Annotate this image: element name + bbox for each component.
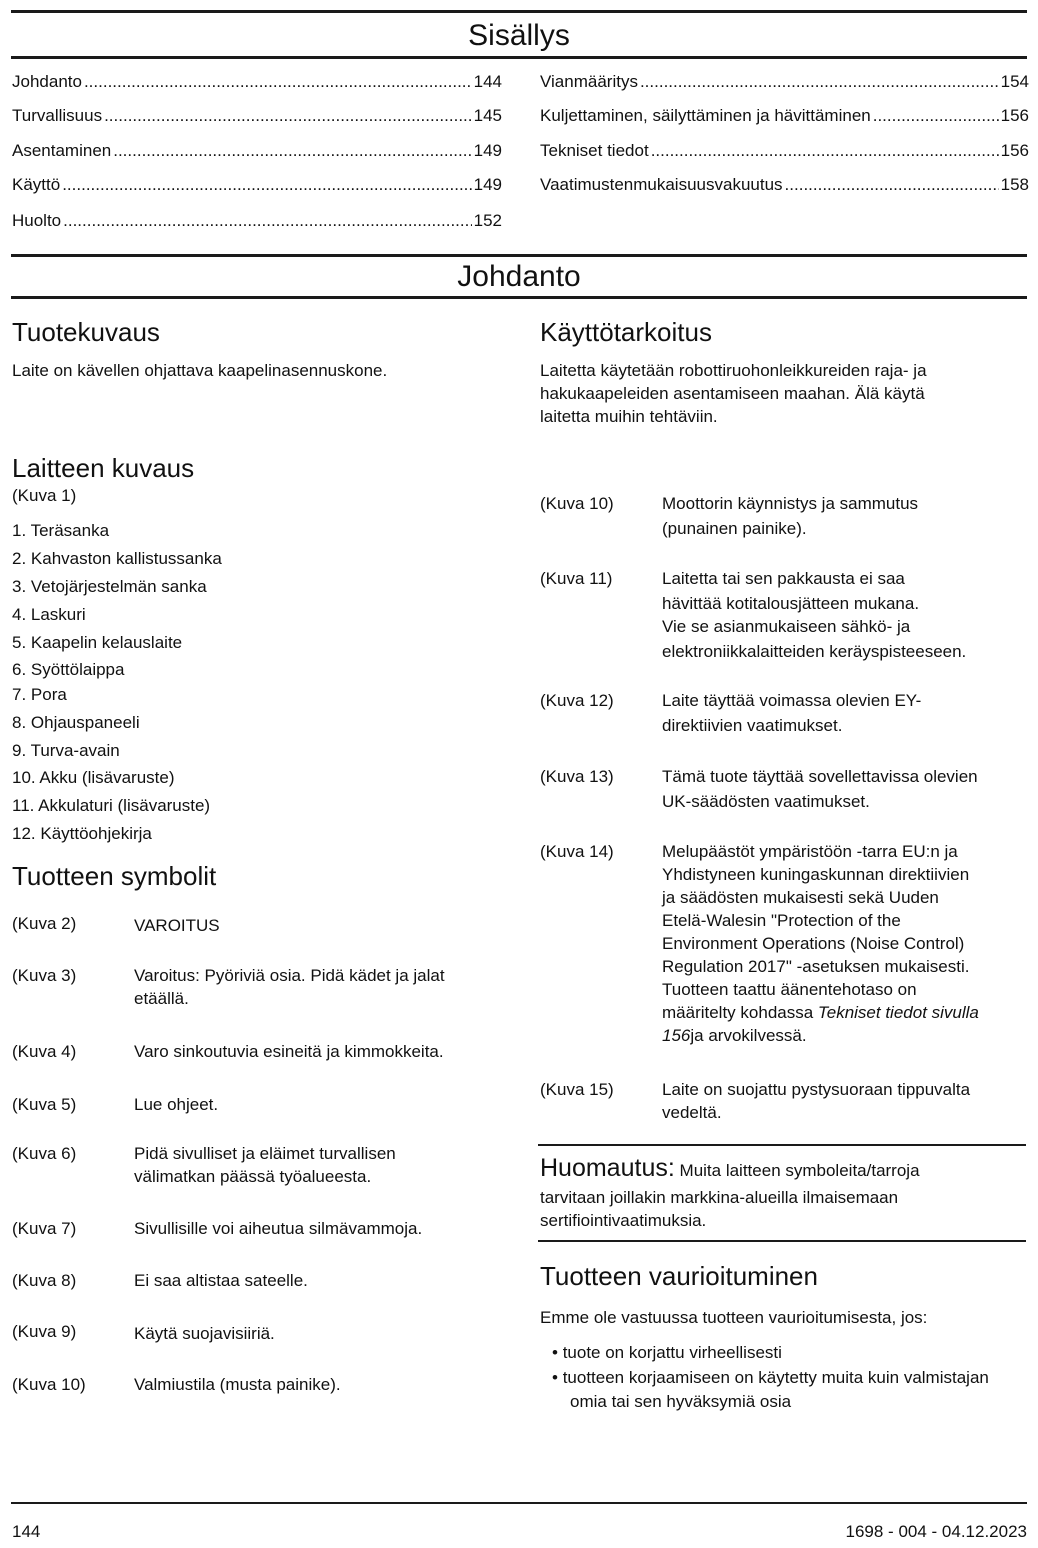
device-part-item: 8. Ohjauspaneeli xyxy=(12,713,140,732)
symbol-figure-ref: (Kuva 11) xyxy=(540,569,613,588)
footer-document-id: 1698 - 004 - 04.12.2023 xyxy=(845,1522,1027,1541)
device-part-item: 12. Käyttöohjekirja xyxy=(12,824,152,843)
footer-rule xyxy=(11,1502,1027,1504)
symbol-figure-ref: (Kuva 8) xyxy=(12,1271,77,1290)
toc-entry-page: 156 xyxy=(1000,141,1029,160)
symbol-figure-ref: (Kuva 14) xyxy=(540,842,614,861)
damage-bullet-item: • tuote on korjattu virheellisesti xyxy=(552,1343,782,1362)
toc-entry-page: 154 xyxy=(1000,72,1029,91)
device-part-item: 5. Kaapelin kelauslaite xyxy=(12,633,183,652)
symbol-figure-ref: (Kuva 4) xyxy=(12,1042,77,1061)
toc-bottom-rule xyxy=(11,56,1027,59)
symbol-description: Varoitus: Pyöriviä osia. Pidä kädet ja jalat etäällä. xyxy=(134,966,445,1008)
device-part-item: 9. Turva-avain xyxy=(12,741,120,760)
note-top-rule xyxy=(538,1144,1026,1146)
toc-entry-label: Asentaminen xyxy=(12,141,112,160)
symbol-description: Tämä tuote täyttää sovellettavissa olevien UK-säädösten vaatimukset. xyxy=(662,767,978,811)
cross-reference-link[interactable]: Tekniset tiedot sivulla xyxy=(817,1003,979,1022)
toc-entry-page: 144 xyxy=(473,72,502,91)
product-description-text: Laite on kävellen ohjattava kaapelinasennuskone. xyxy=(12,361,388,380)
section-title: Johdanto xyxy=(457,260,581,293)
device-part-item: 7. Pora xyxy=(12,685,67,704)
device-part-item: 1. Teräsanka xyxy=(12,521,110,540)
toc-entry-page: 145 xyxy=(473,106,502,125)
device-description-heading: Laitteen kuvaus xyxy=(12,453,195,483)
toc-entry[interactable] xyxy=(12,140,502,162)
product-damage-heading: Tuotteen vaurioituminen xyxy=(540,1261,818,1291)
product-damage-text: Emme ole vastuussa tuotteen vaurioitumisesta, jos: xyxy=(540,1308,928,1327)
symbol-figure-ref: (Kuva 10) xyxy=(12,1375,86,1394)
symbol-figure-ref: (Kuva 12) xyxy=(540,691,614,710)
cross-reference-page[interactable]: 156 xyxy=(662,1026,691,1045)
toc-entry-label: Turvallisuus xyxy=(12,106,103,125)
symbol-description: Lue ohjeet. xyxy=(134,1095,219,1114)
symbol-figure-ref: (Kuva 13) xyxy=(540,767,614,786)
device-part-item: 10. Akku (lisävaruste) xyxy=(12,768,175,787)
product-symbols-heading: Tuotteen symbolit xyxy=(12,861,217,891)
toc-entry-label: Käyttö xyxy=(12,175,61,194)
toc-entry[interactable] xyxy=(12,105,502,127)
toc-entry-page: 156 xyxy=(1000,106,1029,125)
symbol-description: Varo sinkoutuvia esineitä ja kimmokkeita. xyxy=(134,1042,444,1061)
section-bottom-rule xyxy=(11,296,1027,299)
symbol-figure-ref: (Kuva 5) xyxy=(12,1095,77,1114)
toc-entry[interactable] xyxy=(540,71,1029,93)
product-description-heading: Tuotekuvaus xyxy=(12,317,160,347)
symbol-figure-ref: (Kuva 9) xyxy=(12,1322,77,1341)
toc-entry[interactable] xyxy=(12,174,502,196)
symbol-description: Pidä sivulliset ja eläimet turvallisen välimatkan päässä työalueesta. xyxy=(134,1144,396,1186)
symbol-description: Ei saa altistaa sateelle. xyxy=(134,1271,308,1290)
symbol-description: Laite on suojattu pystysuoraan tippuvalta vedeltä. xyxy=(662,1080,971,1122)
toc-entry-page: 149 xyxy=(473,141,502,160)
toc-entry[interactable] xyxy=(540,140,1029,162)
toc-entry[interactable] xyxy=(12,210,502,232)
toc-entry-page: 149 xyxy=(473,175,502,194)
note-bottom-rule xyxy=(538,1240,1026,1242)
device-figure-ref: (Kuva 1) xyxy=(12,486,77,505)
section-top-rule xyxy=(11,254,1027,257)
symbol-figure-ref: (Kuva 2) xyxy=(12,914,77,933)
device-part-item: 3. Vetojärjestelmän sanka xyxy=(12,577,207,596)
toc-entry[interactable] xyxy=(540,105,1029,127)
damage-bullet-item: • tuotteen korjaamiseen on käytetty muita kuin valmistajan omia tai sen hyväksymiä osia xyxy=(552,1368,989,1411)
device-part-item: 4. Laskuri xyxy=(12,605,86,624)
symbol-description: Moottorin käynnistys ja sammutus (punainen painike). xyxy=(662,494,919,538)
note-label: Huomautus: xyxy=(540,1154,675,1182)
toc-entry-page: 152 xyxy=(473,211,502,230)
symbol-description: Valmiustila (musta painike). xyxy=(134,1375,341,1394)
symbol-figure-ref: (Kuva 3) xyxy=(12,966,77,985)
symbol-description: Melupäästöt ympäristöön -tarra EU:n ja Yhdistyneen kuningaskunnan direktiivien ja säädösten mukaisesti sekä Uuden Etelä-Walesin "Protection of the Environment Operations (Noise Control) Regulation 2017" -asetuksen mukaisesti. Tuotteen taattu äänentehotaso on määritelty kohdassa Tekniset tiedot sivulla 156ja arvokilvessä. xyxy=(662,842,979,1045)
symbol-description: Käytä suojavisiiriä. xyxy=(134,1324,275,1343)
toc-entry-label: Huolto xyxy=(12,211,62,230)
symbol-description: VAROITUS xyxy=(134,916,220,935)
device-part-item: 6. Syöttölaippa xyxy=(12,660,125,679)
intended-use-text: Laitetta käytetään robottiruohonleikkureiden raja- ja hakukaapeleiden asentamiseen maahan. Älä käytä laitetta muihin tehtäviin. xyxy=(540,361,927,426)
toc-entry-label: Vaatimustenmukaisuusvakuutus xyxy=(540,175,783,194)
toc-entry-label: Vianmääritys xyxy=(540,72,638,91)
symbol-figure-ref: (Kuva 7) xyxy=(12,1219,77,1238)
device-part-item: 11. Akkulaturi (lisävaruste) xyxy=(12,796,211,815)
toc-entry[interactable] xyxy=(540,174,1029,196)
symbol-description: Laite täyttää voimassa olevien EY- direktiivien vaatimukset. xyxy=(662,691,922,735)
symbol-description: Sivullisille voi aiheutua silmävammoja. xyxy=(134,1219,423,1238)
toc-title: Sisällys xyxy=(468,19,570,52)
footer-page-number: 144 xyxy=(12,1522,41,1541)
intended-use-heading: Käyttötarkoitus xyxy=(540,317,712,347)
symbol-figure-ref: (Kuva 15) xyxy=(540,1080,614,1099)
toc-top-rule xyxy=(11,10,1027,13)
symbol-description: Laitetta tai sen pakkausta ei saa hävittää kotitalousjätteen mukana. Vie se asianmukaiseen sähkö- ja elektroniikkalaitteiden keräyspisteeseen. xyxy=(662,569,967,661)
symbol-figure-ref: (Kuva 10) xyxy=(540,494,614,513)
toc-entry-label: Kuljettaminen, säilyttäminen ja hävittäminen xyxy=(540,106,871,125)
toc-entry-label: Johdanto xyxy=(12,72,82,91)
toc-entry-page: 158 xyxy=(1000,175,1029,194)
symbol-figure-ref: (Kuva 6) xyxy=(12,1144,77,1163)
toc-entry-label: Tekniset tiedot xyxy=(540,141,649,160)
toc-entry[interactable] xyxy=(12,71,502,93)
note-block: Huomautus: Muita laitteen symboleita/tarroja tarvitaan joillakin markkina-alueilla ilmaisemaan sertifiointivaatimuksia. xyxy=(540,1154,920,1230)
device-part-item: 2. Kahvaston kallistussanka xyxy=(12,549,222,568)
